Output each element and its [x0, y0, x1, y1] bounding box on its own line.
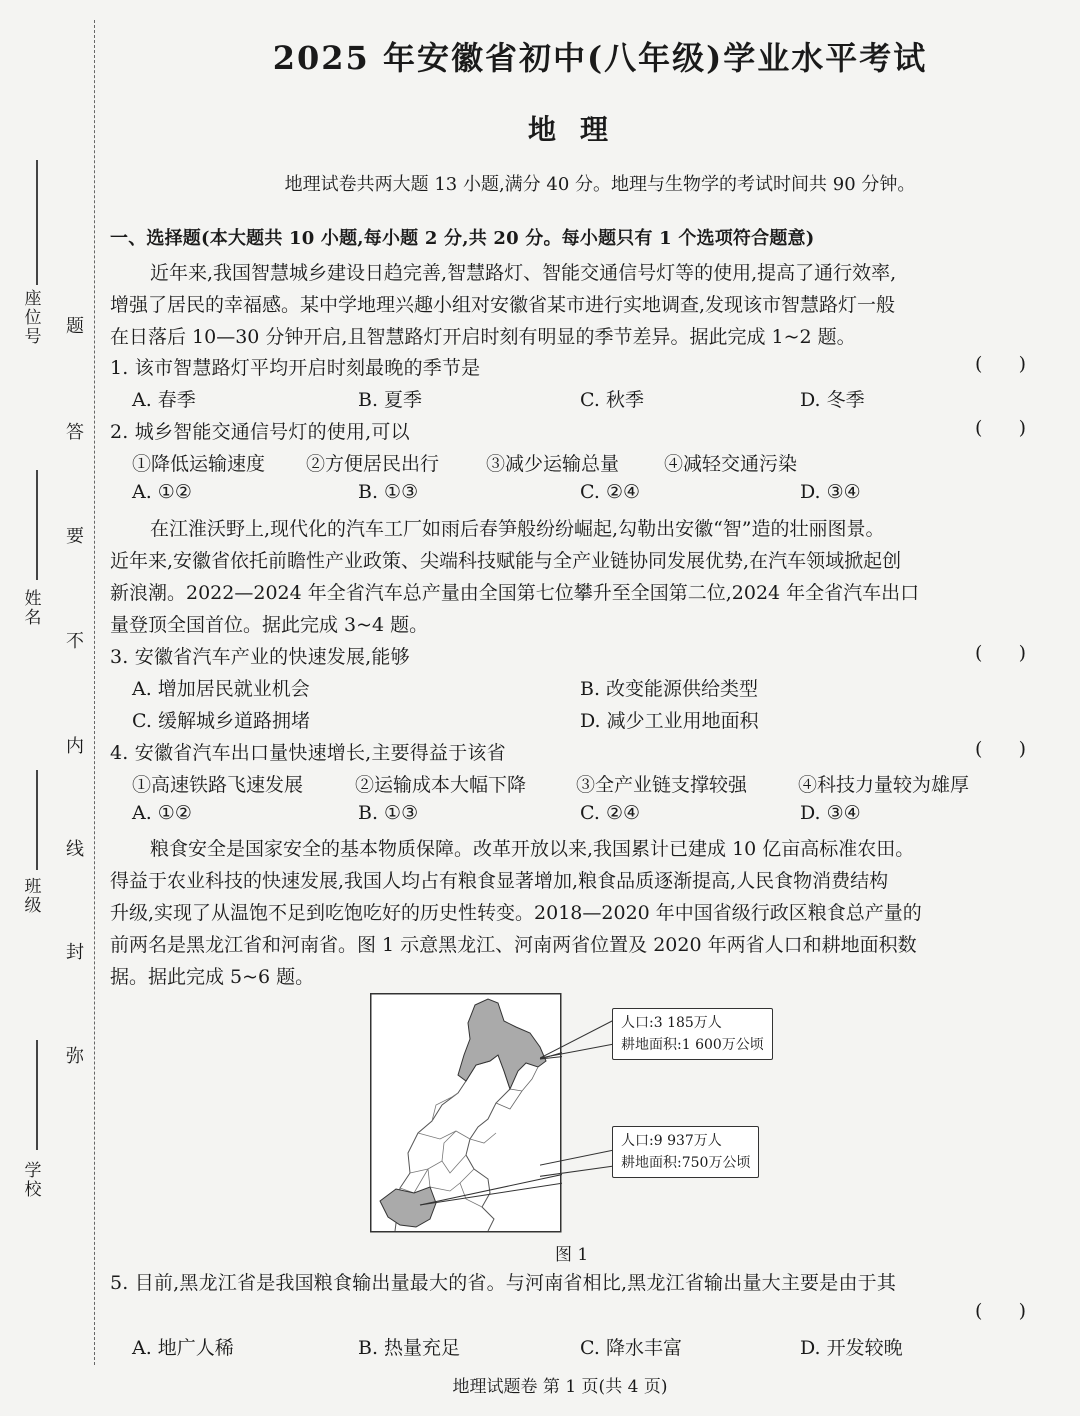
class-label: 班级	[24, 877, 42, 916]
leader-line	[540, 1020, 614, 1058]
option-d: D. ③④	[800, 802, 861, 824]
seal-char: 内	[66, 736, 84, 757]
seat-number-line	[36, 160, 38, 285]
option-b: B. ①③	[358, 481, 419, 503]
option-a: A. ①②	[132, 481, 192, 503]
name-line	[36, 470, 38, 580]
exam-instructions: 地理试卷共两大题 13 小题,满分 40 分。地理与生物学的考试时间共 90 分钟。	[284, 174, 916, 195]
question-2-stem: 2. 城乡智能交通信号灯的使用,可以	[110, 421, 410, 443]
school-label: 学校	[24, 1161, 42, 1200]
option-d: D. 开发较晚	[800, 1337, 903, 1359]
seat-number-label: 座位号	[24, 289, 42, 347]
option-c: C. 降水丰富	[580, 1337, 682, 1359]
passage-line: 据。据此完成 5~6 题。	[110, 966, 315, 988]
passage-line: 升级,实现了从温饱不足到吃饱吃好的历史性转变。2018—2020 年中国省级行政区粮食总产量的	[110, 902, 922, 924]
heilongjiang-callout	[612, 1008, 773, 1060]
seal-char: 封	[66, 942, 84, 963]
option-d: D. ③④	[800, 481, 861, 503]
seal-char: 答	[66, 422, 84, 443]
option-a: A. ①②	[132, 802, 192, 824]
item: ③减少运输总量	[486, 453, 620, 475]
option-b: B. 改变能源供给类型	[580, 678, 759, 700]
option-b: B. 夏季	[358, 389, 423, 411]
leader-line	[540, 1044, 614, 1058]
option-c: C. 缓解城乡道路拥堵	[132, 710, 310, 732]
option-c: C. ②④	[580, 481, 641, 503]
passage-line: 近年来,我国智慧城乡建设日趋完善,智慧路灯、智能交通信号灯等的使用,提高了通行效率,	[150, 262, 897, 284]
option-b: B. ①③	[358, 802, 419, 824]
passage-line: 新浪潮。2022—2024 年全省汽车总产量由全国第七位攀升至全国第二位,2024 年全省汽车出口	[110, 582, 920, 604]
item: ③全产业链支撑较强	[576, 774, 748, 796]
passage-line: 量登顶全国首位。据此完成 3~4 题。	[110, 614, 429, 636]
heilongjiang-farmland: 耕地面积:1 600万公顷	[621, 1037, 764, 1053]
henan-farmland: 耕地面积:750万公顷	[621, 1155, 751, 1171]
leader-line	[540, 1166, 614, 1200]
option-c: C. ②④	[580, 802, 641, 824]
class-line	[36, 770, 38, 870]
item: ④减轻交通污染	[664, 453, 798, 475]
option-a: A. 增加居民就业机会	[132, 678, 310, 700]
item: ①降低运输速度	[132, 453, 266, 475]
answer-bracket: ( )	[975, 1300, 1027, 1322]
question-1-stem: 1. 该市智慧路灯平均开启时刻最晚的季节是	[110, 357, 481, 379]
item: ①高速铁路飞速发展	[132, 774, 304, 796]
seal-char: 不	[66, 631, 84, 652]
figure-1-map	[370, 993, 562, 1233]
option-a: A. 地广人稀	[132, 1337, 234, 1359]
school-line	[36, 1040, 38, 1150]
item: ②方便居民出行	[306, 453, 440, 475]
passage-line: 近年来,安徽省依托前瞻性产业政策、尖端科技赋能与全产业链协同发展优势,在汽车领域掀起创	[110, 550, 902, 572]
answer-bracket: ( )	[975, 417, 1027, 439]
henan-callout	[612, 1126, 759, 1178]
page-footer: 地理试题卷 第 1 页(共 4 页)	[452, 1377, 668, 1397]
question-5-stem: 5. 目前,黑龙江省是我国粮食输出量最大的省。与河南省相比,黑龙江省输出量大主要是由于其	[110, 1272, 897, 1294]
subject-title: 地理	[527, 113, 632, 146]
answer-bracket: ( )	[975, 353, 1027, 375]
item: ②运输成本大幅下降	[355, 774, 527, 796]
leader-lines	[540, 1000, 620, 1210]
question-4-stem: 4. 安徽省汽车出口量快速增长,主要得益于该省	[110, 742, 506, 764]
seal-char: 弥	[66, 1046, 84, 1067]
seal-char: 题	[66, 316, 84, 337]
henan-population: 人口:9 937万人	[621, 1133, 722, 1149]
question-3-stem: 3. 安徽省汽车产业的快速发展,能够	[110, 646, 410, 668]
passage-line: 得益于农业科技的快速发展,我国人均占有粮食显著增加,粮食品质逐渐提高,人民食物消费结构	[110, 870, 889, 892]
passage-line: 在江淮沃野上,现代化的汽车工厂如雨后春笋般纷纷崛起,勾勒出安徽“智”造的壮丽图景。	[150, 518, 885, 540]
answer-bracket: ( )	[975, 642, 1027, 664]
option-a: A. 春季	[132, 389, 196, 411]
passage-line: 增强了居民的幸福感。某中学地理兴趣小组对安徽省某市进行实地调查,发现该市智慧路灯一般	[110, 294, 896, 316]
seal-char: 要	[66, 526, 84, 547]
option-d: D. 减少工业用地面积	[580, 710, 759, 732]
seal-line	[94, 20, 95, 1365]
name-label: 姓名	[24, 589, 42, 628]
exam-title: 2025 年安徽省初中(八年级)学业水平考试	[272, 39, 928, 77]
passage-line: 在日落后 10—30 分钟开启,且智慧路灯开启时刻有明显的季节差异。据此完成 1~2 题。	[110, 326, 856, 348]
answer-bracket: ( )	[975, 738, 1027, 760]
seal-char: 线	[66, 839, 84, 860]
passage-line: 前两名是黑龙江省和河南省。图 1 示意黑龙江、河南两省位置及 2020 年两省人口和耕地面积数	[110, 934, 917, 956]
heilongjiang-population: 人口:3 185万人	[621, 1015, 722, 1031]
passage-line: 粮食安全是国家安全的基本物质保障。改革开放以来,我国累计已建成 10 亿亩高标准农田。	[150, 838, 915, 860]
item: ④科技力量较为雄厚	[798, 774, 970, 796]
option-d: D. 冬季	[800, 389, 865, 411]
figure-caption: 图 1	[555, 1245, 589, 1265]
section-header: 一、选择题(本大题共 10 小题,每小题 2 分,共 20 分。每小题只有 1 个选项符合题意)	[110, 228, 815, 249]
option-b: B. 热量充足	[358, 1337, 461, 1359]
option-c: C. 秋季	[580, 389, 644, 411]
